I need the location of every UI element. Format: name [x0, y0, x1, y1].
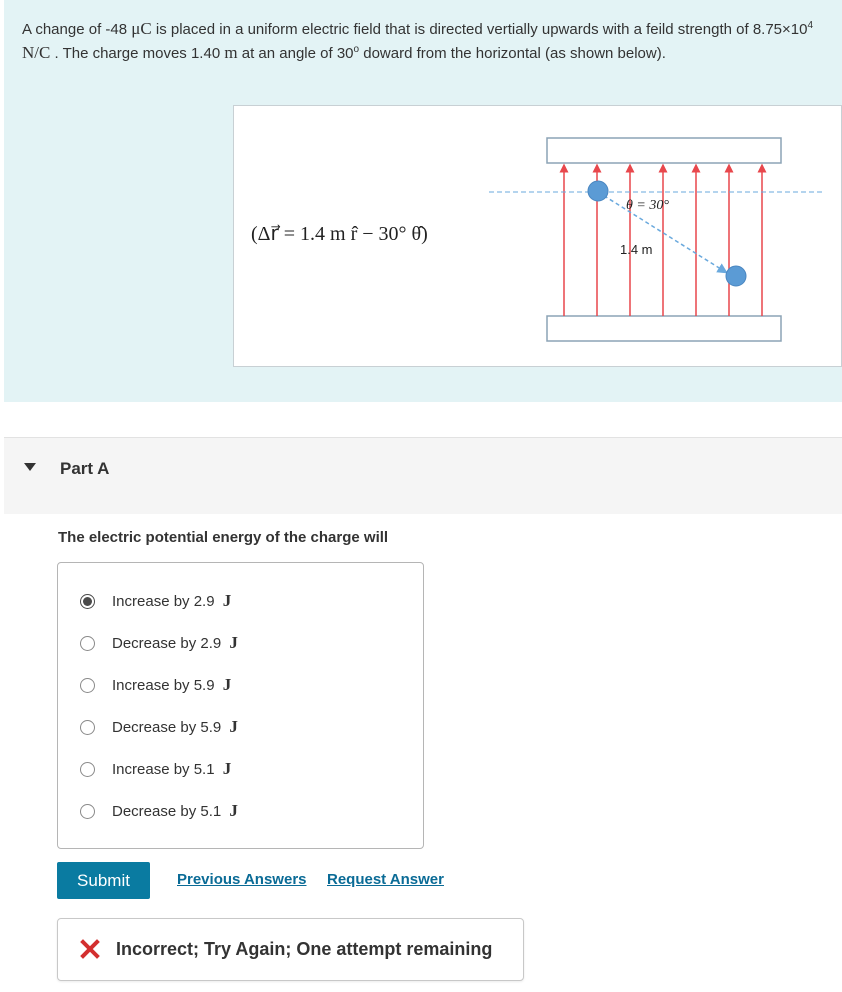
feedback-box: [57, 918, 524, 981]
choice-increase-5-9[interactable]: Increase by 5.9 J: [80, 673, 231, 697]
radio-button[interactable]: [80, 678, 95, 693]
charge-final: [726, 266, 746, 286]
part-header[interactable]: [4, 437, 842, 514]
bottom-plate: [547, 316, 781, 341]
previous-answers-link[interactable]: Previous Answers: [177, 871, 307, 888]
chevron-down-icon[interactable]: [24, 463, 36, 471]
charge-initial: [588, 181, 608, 201]
distance-label: 1.4 m: [620, 242, 653, 257]
problem-text: A change of -48 μC is placed in a uniform electric field that is directed vertially upwards with a feild strength of $8.75\times 10^4$ N/C . The charge moves 1.40 m at an angle of 30$^o$ doward from the horizontal (as shown below).: [22, 19, 814, 62]
choice-increase-2-9[interactable]: Increase by 2.9 J: [80, 589, 231, 613]
request-answer-link[interactable]: Request Answer: [327, 871, 444, 888]
radio-button[interactable]: [80, 720, 95, 735]
distance-unit: m: [224, 43, 238, 62]
field-unit: N/C: [22, 43, 51, 62]
charge-unit: μC: [131, 19, 152, 38]
question-text: The electric potential energy of the charge will: [58, 529, 389, 546]
radio-button[interactable]: [80, 762, 95, 777]
top-plate: [547, 138, 781, 163]
radio-button[interactable]: [80, 594, 95, 609]
choice-increase-5-1[interactable]: Increase by 5.1 J: [80, 757, 231, 781]
field-diagram: [234, 106, 842, 368]
problem-figure: [233, 105, 842, 367]
part-title: Part A: [60, 459, 110, 478]
x-icon: [80, 937, 100, 961]
radio-button[interactable]: [80, 636, 95, 651]
radio-button[interactable]: [80, 804, 95, 819]
feedback-message: Incorrect; Try Again; One attempt remaining: [116, 939, 493, 959]
choice-decrease-5-9[interactable]: Decrease by 5.9 J: [80, 715, 238, 739]
answer-choices: [57, 562, 424, 849]
angle-label: θ = 30°: [626, 198, 669, 213]
choice-decrease-2-9[interactable]: Decrease by 2.9 J: [80, 631, 238, 655]
submit-button[interactable]: Submit: [57, 862, 150, 899]
displacement-equation: (Δr⃗ = 1.4 m r̂ − 30° θ̂): [251, 223, 428, 245]
choice-decrease-5-1[interactable]: Decrease by 5.1 J: [80, 799, 238, 823]
